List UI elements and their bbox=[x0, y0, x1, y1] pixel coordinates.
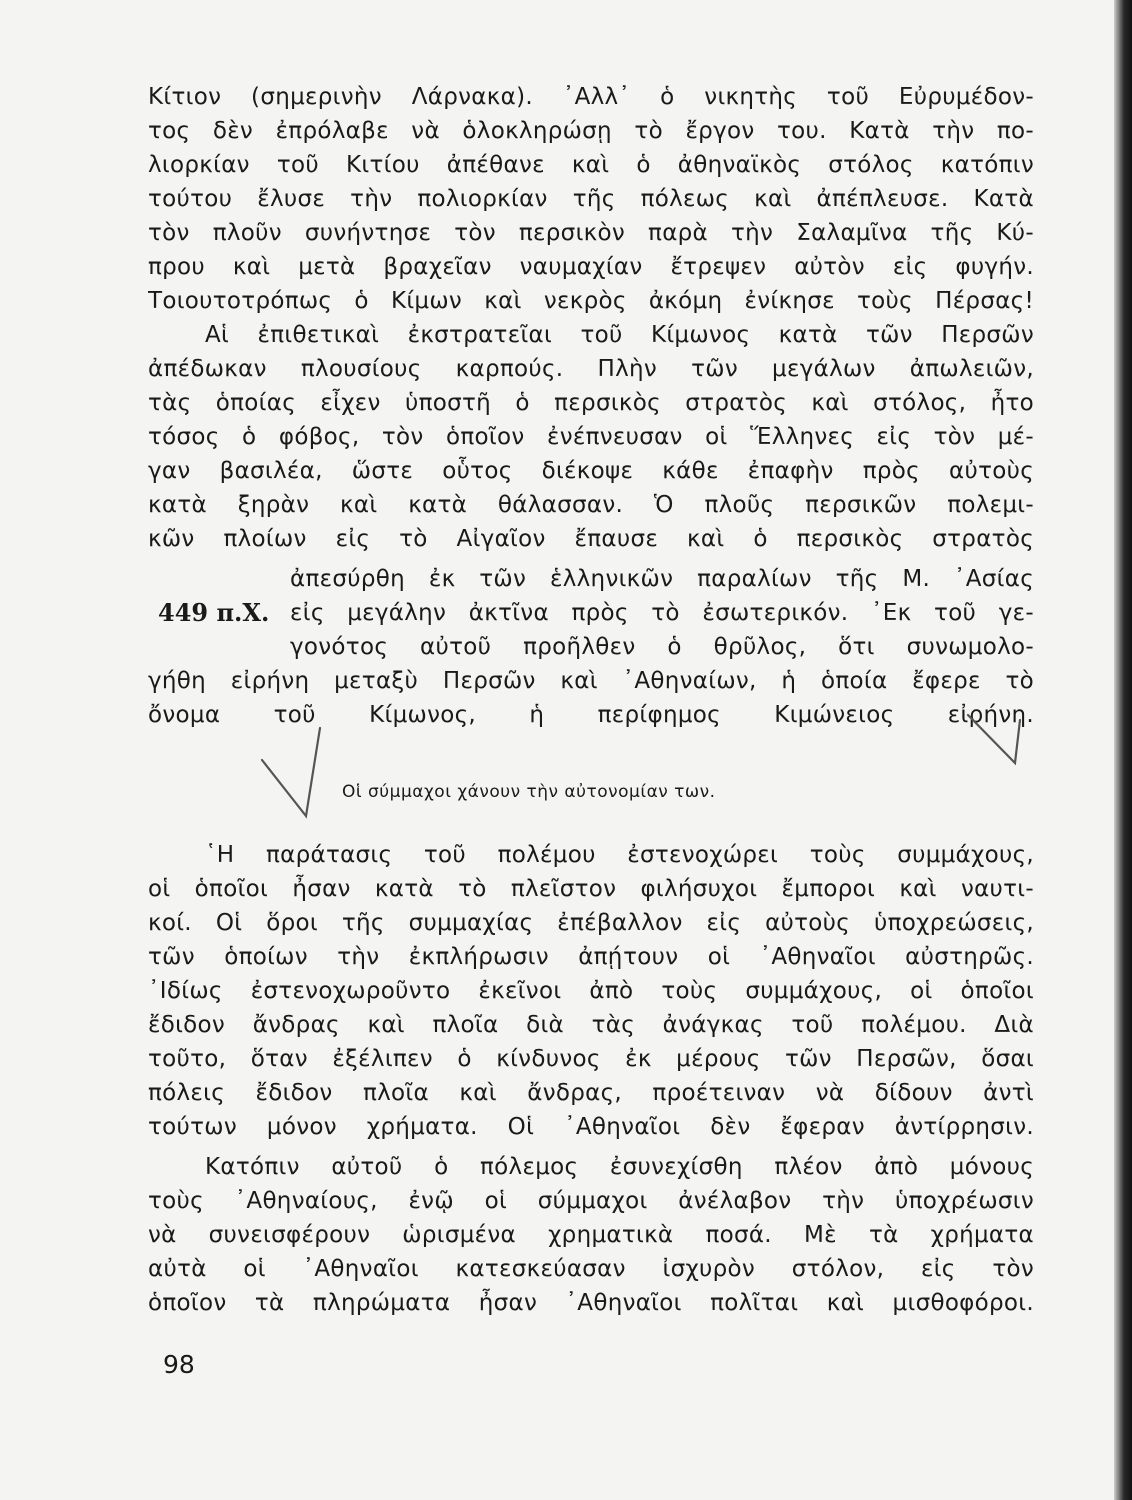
text-line: τοὺς ᾿Αθηναίους, ἐνῷ οἱ σύμμαχοι ἀνέλαβον τὴν ὑποχρέωσιν bbox=[148, 1188, 1034, 1214]
margin-date-note: 449 π.Χ. bbox=[158, 598, 270, 627]
text-line: λιορκίαν τοῦ Κιτίου ἀπέθανε καὶ ὁ ἀθηναϊκὸς στόλος κατόπιν bbox=[148, 152, 1034, 178]
text-line: οἱ ὁποῖοι ἦσαν κατὰ τὸ πλεῖστον φιλήσυχοι ἔμποροι καὶ ναυτι- bbox=[148, 876, 1034, 902]
text-line: τούτων μόνον χρήματα. Οἱ ᾿Αθηναῖοι δὲν ἔφεραν ἀντίρρησιν. bbox=[148, 1114, 1034, 1140]
text-line: Κατόπιν αὐτοῦ ὁ πόλεμος ἐσυνεχίσθη πλέον ἀπὸ μόνους bbox=[205, 1154, 1034, 1180]
text-line: τος δὲν ἐπρόλαβε νὰ ὁλοκληρώσῃ τὸ ἔργον του. Κατὰ τὴν πο- bbox=[148, 118, 1034, 144]
text-line: τοῦτο, ὅταν ἐξέλιπεν ὁ κίνδυνος ἐκ μέρους τῶν Περσῶν, ὅσαι bbox=[148, 1046, 1034, 1072]
text-line: ᾿Ιδίως ἐστενοχωροῦντο ἐκεῖνοι ἀπὸ τοὺς συμμάχους, οἱ ὁποῖοι bbox=[148, 978, 1034, 1004]
text-line: Αἱ ἐπιθετικαὶ ἐκστρατεῖαι τοῦ Κίμωνος κατὰ τῶν Περσῶν bbox=[205, 322, 1034, 348]
page-number: 98 bbox=[163, 1350, 195, 1379]
text-line: πόλεις ἔδιδον πλοῖα καὶ ἄνδρας, προέτειναν νὰ δίδουν ἀντὶ bbox=[148, 1080, 1034, 1106]
text-line: ἔδιδον ἄνδρας καὶ πλοῖα διὰ τὰς ἀνάγκας τοῦ πολέμου. Διὰ bbox=[148, 1012, 1034, 1038]
text-line: ὄνομα τοῦ Κίμωνος, ἡ περίφημος Κιμώνειος εἰρήνη. bbox=[148, 702, 1034, 728]
text-line: κατὰ ξηρὰν καὶ κατὰ θάλασσαν. Ὁ πλοῦς περσικῶν πολεμι- bbox=[148, 492, 1034, 518]
text-line: εἰς μεγάλην ἀκτῖνα πρὸς τὸ ἐσωτερικόν. ᾿Εκ τοῦ γε- bbox=[290, 600, 1034, 626]
text-line: τόσος ὁ φόβος, τὸν ὁποῖον ἐνέπνευσαν οἱ Ἕλληνες εἰς τὸν μέ- bbox=[148, 424, 1034, 450]
pencil-checkmark-left bbox=[262, 728, 320, 816]
text-line: αὐτὰ οἱ ᾿Αθηναῖοι κατεσκεύασαν ἰσχυρὸν στόλον, εἰς τὸν bbox=[148, 1256, 1034, 1282]
text-line: νὰ συνεισφέρουν ὡρισμένα χρηματικὰ ποσά. Μὲ τὰ χρήματα bbox=[148, 1222, 1034, 1248]
page-edge-shadow bbox=[1114, 0, 1132, 1500]
text-line: γαν βασιλέα, ὥστε οὗτος διέκοψε κάθε ἐπαφὴν πρὸς αὐτοὺς bbox=[148, 458, 1034, 484]
text-line: ἀπεσύρθη ἐκ τῶν ἑλληνικῶν παραλίων τῆς Μ. ᾿Ασίας bbox=[290, 566, 1034, 592]
text-line: τῶν ὁποίων τὴν ἐκπλήρωσιν ἀπῄτουν οἱ ᾿Αθηναῖοι αὐστηρῶς. bbox=[148, 944, 1034, 970]
text-line: τὸν πλοῦν συνήντησε τὸν περσικὸν παρὰ τὴν Σαλαμῖνα τῆς Κύ- bbox=[148, 220, 1034, 246]
text-line: Τοιουτοτρόπως ὁ Κίμων καὶ νεκρὸς ἀκόμη ἐνίκησε τοὺς Πέρσας! bbox=[148, 288, 1034, 314]
text-line: ὁποῖον τὰ πληρώματα ἦσαν ᾿Αθηναῖοι πολῖται καὶ μισθοφόροι. bbox=[148, 1290, 1034, 1316]
text-line: γονότος αὐτοῦ προῆλθεν ὁ θρῦλος, ὅτι συνωμολο- bbox=[290, 634, 1034, 660]
text-line: γήθη εἰρήνη μεταξὺ Περσῶν καὶ ᾿Αθηναίων, ἡ ὁποία ἔφερε τὸ bbox=[148, 668, 1034, 694]
text-line: κοί. Οἱ ὅροι τῆς συμμαχίας ἐπέβαλλον εἰς αὐτοὺς ὑποχρεώσεις, bbox=[148, 910, 1034, 936]
text-line: τὰς ὁποίας εἶχεν ὑποστῆ ὁ περσικὸς στρατὸς καὶ στόλος, ἦτο bbox=[148, 390, 1034, 416]
text-line: κῶν πλοίων εἰς τὸ Αἰγαῖον ἔπαυσε καὶ ὁ περσικὸς στρατὸς bbox=[148, 526, 1034, 552]
text-line: τούτου ἔλυσε τὴν πολιορκίαν τῆς πόλεως καὶ ἀπέπλευσε. Κατὰ bbox=[148, 186, 1034, 212]
text-line: ῾Η παράτασις τοῦ πολέμου ἐστενοχώρει τοὺς συμμάχους, bbox=[205, 842, 1034, 868]
section-heading: Οἱ σύμμαχοι χάνουν τὴν αὐτονομίαν των. bbox=[342, 782, 716, 802]
text-line: ἀπέδωκαν πλουσίους καρπούς. Πλὴν τῶν μεγάλων ἀπωλειῶν, bbox=[148, 356, 1034, 382]
text-line: πρου καὶ μετὰ βραχεῖαν ναυμαχίαν ἔτρεψεν αὐτὸν εἰς φυγήν. bbox=[148, 254, 1034, 280]
text-line: Κίτιον (σημερινὴν Λάρνακα). ᾿Αλλ᾿ ὁ νικητὴς τοῦ Εὐρυμέδον- bbox=[148, 84, 1034, 110]
